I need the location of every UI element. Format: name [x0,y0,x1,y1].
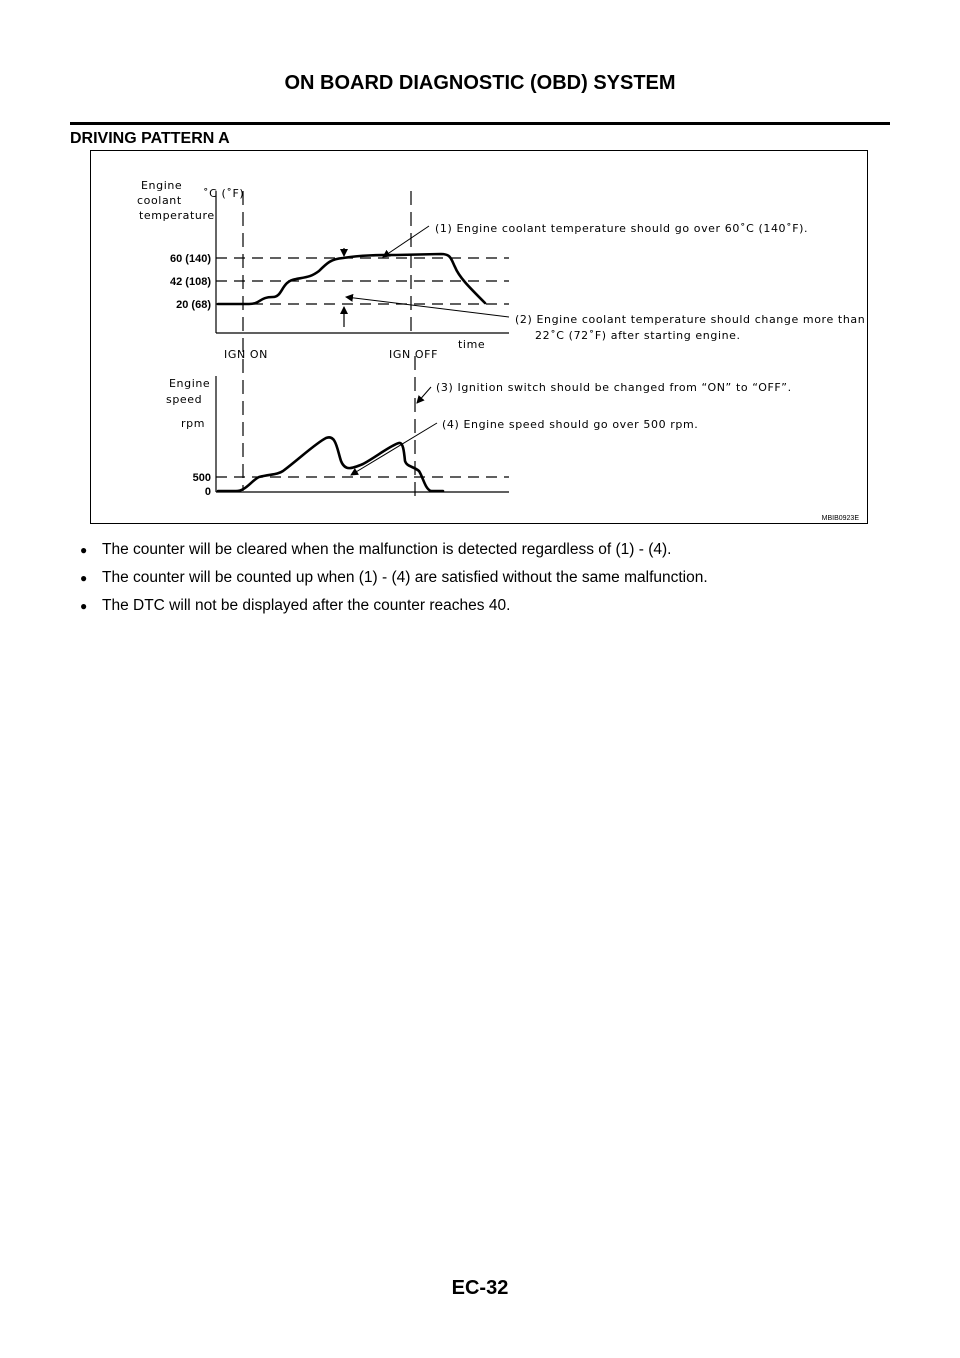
coolant-temperature-curve [218,254,485,304]
temp-level-label-20: 20 (68) [176,299,211,311]
driving-pattern-diagram [91,151,869,525]
figure-id-label: MBIB0923E [821,515,859,522]
temp-level-label-60: 60 (140) [170,253,211,265]
header-rule [70,122,890,125]
bullet-dot-icon: ● [80,599,88,613]
bullet-item [80,592,880,620]
note4-leader [351,423,437,475]
rpm-level-label-500: 500 [192,472,211,484]
bullet-list [80,536,880,620]
bullet-text: The counter will be cleared when the malfunction is detected regardless of (1) - (4). [102,541,672,558]
note1-leader [383,226,429,257]
page-number: EC-32 [451,1277,509,1299]
time-axis-label: time [458,338,486,351]
temp-ylabel-line2: coolant [137,194,182,207]
temp-ylabel-line3: temperature [139,209,215,222]
bullet-dot-icon: ● [80,543,88,557]
note3-text: (3) Ignition switch should be changed from “ON” to “OFF”. [436,381,792,394]
rpm-level-label-0: 0 [204,486,211,498]
temp-unit-label: ˚C (˚F) [203,187,245,200]
note2-text-line2: 22˚C (72˚F) after starting engine. [535,329,741,342]
rpm-unit-label: rpm [181,417,206,430]
bullet-item [80,536,880,564]
section-title: DRIVING PATTERN A [70,130,230,147]
engine-speed-curve [218,437,443,491]
note2-text-line1: (2) Engine coolant temperature should change more than [515,313,866,326]
note4-text: (4) Engine speed should go over 500 rpm. [442,418,699,431]
note3-leader [417,387,431,403]
note2-leader [346,297,509,317]
driving-pattern-figure [90,150,868,524]
bullet-dot-icon: ● [80,571,88,585]
ign-off-label: IGN OFF [389,348,439,361]
page-header-title: ON BOARD DIAGNOSTIC (OBD) SYSTEM [284,72,676,94]
ign-on-label: IGN ON [224,348,268,361]
bullet-text: The counter will be counted up when (1) - (4) are satisfied without the same malfunction. [102,569,708,586]
rpm-ylabel-line2: speed [166,393,203,406]
note1-text: (1) Engine coolant temperature should go over 60˚C (140˚F). [435,222,809,235]
bullet-item [80,564,880,592]
temp-level-label-42: 42 (108) [170,276,211,288]
rpm-ylabel-line1: Engine [169,377,211,390]
bullet-text: The DTC will not be displayed after the counter reaches 40. [102,597,511,614]
temp-ylabel-line1: Engine [141,179,183,192]
